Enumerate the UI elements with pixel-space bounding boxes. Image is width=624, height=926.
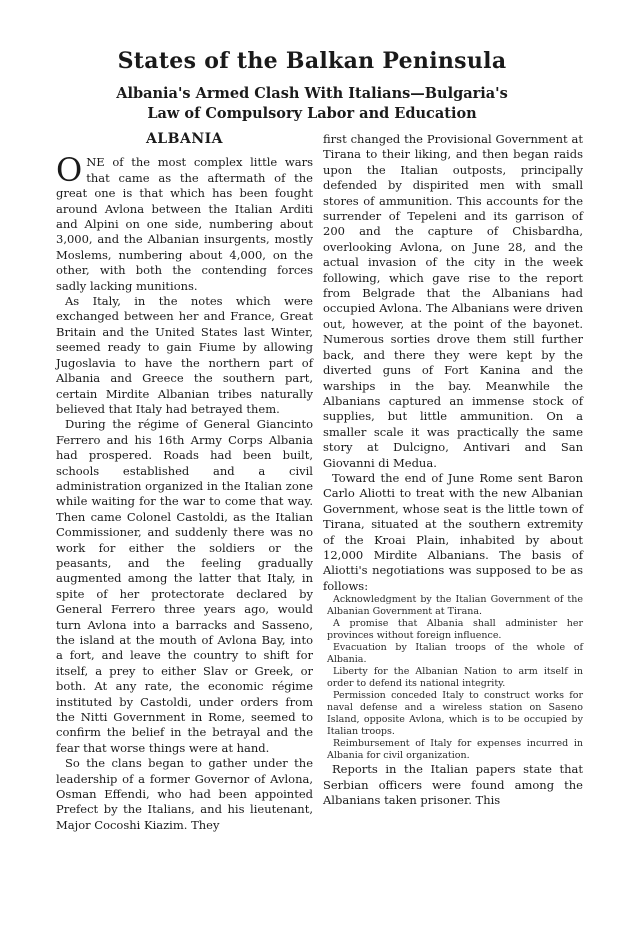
drop-cap: O xyxy=(56,151,83,190)
list-item: Acknowledgment by the Italian Government of the Albanian Government at Tirana. xyxy=(327,594,583,618)
list-item: A promise that Albania shall administer her provinces without foreign influence. xyxy=(327,618,583,642)
article-subtitle: Albania's Armed Clash With Italians—Bulgaria's Law of Compulsory Labor and Education xyxy=(116,85,508,122)
list-item: Evacuation by Italian troops of the whole of Albania. xyxy=(327,642,583,666)
paragraph-3: During the régime of General Giancinto Ferrero and his 16th Army Corps Albania had prospered. Roads had been built, schools established and a civil administration organized in the Italian zone while waiting for the war to come that way. Then came Colonel Castoldi, as the Italian Commissioner, and suddenly there was no work for either the soldiers or the peasants, and the feeling gradually augmented among the latter that Italy, in spite of her protectorate declared by General Ferrero three years ago, would turn Avlona into a barracks and Sasseno, the island at the mouth of Avlona Bay, into a fort, and leave the country to shift for itself, a prey to either Slav or Greek, or both. At any rate, the economic régime instituted by Castoldi, under orders from the Nitti Government in Rome, seemed to confirm the belief in the betrayal and the fear that worse things were at hand. xyxy=(56,417,313,755)
paragraph-4: So the clans began to gather under the leadership of a former Governor of Avlona, Osman Effendi, who had been appointed Prefect by the Italians, and his lieutenant, Major Cocoshi Kiazim. They xyxy=(56,756,313,832)
right-column xyxy=(323,132,583,808)
section-heading: ALBANIA xyxy=(145,131,224,147)
list-item: Liberty for the Albanian Nation to arm itself in order to defend its national integrity. xyxy=(327,666,583,690)
paragraph-2: As Italy, in the notes which were exchanged between her and France, Great Britain and the United States last Winter, seemed ready to gain Fiume by allowing Jugoslavia to have the northern part of Albania and Greece the southern part, certain Mirdite Albanian tribes naturally believed that Italy had betrayed them. xyxy=(56,294,313,416)
article-title: States of the Balkan Peninsula xyxy=(117,48,507,74)
left-column xyxy=(56,132,313,833)
paragraph-5: first changed the Provisional Government at Tirana to their liking, and then began raids upon the Italian outposts, principally defended by dispirited men with small stores of ammunition. This accounts for the surrender of Tepeleni and its garrison of 200 and the capture of Chisbardha, overlooking Avlona, on June 28, and the actual invasion of the city in the week following, which gave rise to the report from Belgrade that the Albanians had occupied Avlona. The Albanians were driven out, however, at the point of the bayonet. Numerous sorties drove them still further back, and there they were kept by the diverted guns of Fort Kanina and the warships in the bay. Meanwhile the Albanians captured an immense stock of supplies, but little ammunition. On a smaller scale it was practically the same story at Dulcigno, Antivari and San Giovanni di Medua. xyxy=(323,132,583,470)
negotiation-terms-list xyxy=(327,594,583,762)
list-item: Reimbursement of Italy for expenses incurred in Albania for civil organization. xyxy=(327,738,583,762)
paragraph-1-text: NE of the most complex little wars that came as the aftermath of the great one is that which has been fought around Avlona between the Italian Arditi and Alpini on one side, numbering about 3,000, and the Albanian insurgents, mostly Moslems, numbering about 4,000, on the other, with both the contending forces sadly lacking munitions. xyxy=(56,155,313,293)
paragraph-7: Reports in the Italian papers state that Serbian officers were found among the Albanians taken prisoner. This xyxy=(323,762,583,807)
list-item: Permission conceded Italy to construct works for naval defense and a wireless station on Saseno Island, opposite Avlona, which is to be occupied by Italian troops. xyxy=(327,690,583,738)
paragraph-1 xyxy=(56,151,313,294)
paragraph-6: Toward the end of June Rome sent Baron Carlo Aliotti to treat with the new Albanian Government, whose seat is the little town of Tirana, situated at the southern extremity of the Kroai Plain, inhabited by about 12,000 Mirdite Albanians. The basis of Aliotti's negotiations was supposed to be as follows: xyxy=(323,470,583,593)
